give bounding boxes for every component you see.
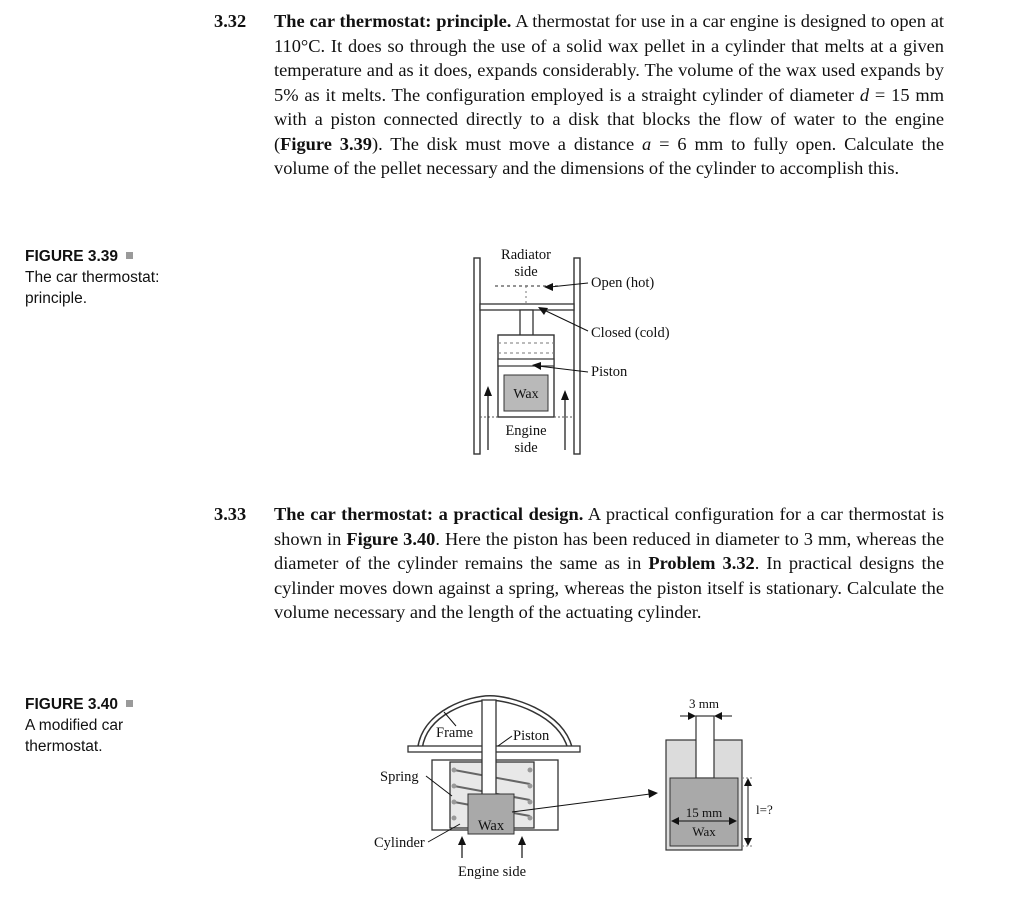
cylinder-label: Cylinder [374, 835, 425, 851]
arrowhead [518, 836, 526, 845]
problem-title: The car thermostat: principle. [274, 11, 512, 31]
problem-text-part: A practical configuration for a car thermostat is shown in [274, 504, 945, 549]
open-hot-label: Open (hot) [591, 275, 655, 291]
wax-label: Wax [513, 387, 539, 402]
bullet-square [126, 700, 133, 707]
figure-3-40-diagram [370, 690, 790, 890]
dim-3mm-label: 3 mm [689, 696, 719, 711]
coil-end [528, 800, 533, 805]
coil-end [452, 816, 457, 821]
figure-3-40-caption [25, 694, 185, 757]
problem-3-32 [214, 9, 944, 181]
piston-label: Piston [513, 728, 550, 744]
engine-side-label: side [514, 440, 538, 456]
leader-open [550, 283, 588, 287]
l-unknown-label: l=? [756, 802, 773, 817]
problem-text [274, 9, 944, 181]
arrowhead [561, 390, 569, 400]
problem-text-part: ). The disk must move a distance [371, 133, 643, 154]
bullet-square [126, 252, 133, 259]
leader-closed [544, 310, 588, 331]
problem-text [274, 502, 944, 625]
problem-number: 3.33 [214, 504, 247, 524]
arrowhead [714, 712, 722, 720]
problem-text-part: = 6 mm to fully open. Calculate the volume of the pellet necessary and the dimensions of the cylinder to accomplish this. [274, 133, 944, 178]
problem-number: 3.32 [214, 11, 247, 31]
coil-end [528, 784, 533, 789]
problem-text-part: A thermostat for use in a car engine is designed to open at 110°C. It does so through the use of a solid wax pellet in a cylinder that melts at a given temperature and as it does, expands considerably. The volume of the wax used expands by 5% as it melts. The configuration employed is a straight cylinder of diameter [274, 11, 944, 105]
spring-label: Spring [380, 769, 419, 785]
left-wall [474, 258, 480, 454]
figure-reference: Figure 3.39 [280, 133, 372, 154]
problem-3-33 [214, 502, 944, 625]
piston-label: Piston [591, 364, 628, 380]
figure-number: FIGURE 3.40 [25, 696, 119, 713]
variable-d: d [859, 84, 870, 105]
figure-reference: Figure 3.40 [346, 528, 436, 549]
coil-end [452, 800, 457, 805]
arrowhead [484, 386, 492, 396]
detail-piston [696, 716, 714, 778]
arrowhead [744, 778, 752, 786]
figure-caption-text: A modified car thermostat. [25, 717, 124, 755]
problem-text-part: . Here the piston has been reduced in diameter to 3 mm, whereas the diameter of the cylinder remains the same as in [274, 528, 944, 573]
coil-end [528, 816, 533, 821]
arrowhead [688, 712, 696, 720]
dim-15mm-label: 15 mm [685, 805, 723, 820]
problem-text-part: = 15 mm with a piston connected directly to a disk that blocks the flow of water to the engine ( [274, 84, 944, 154]
piston-head [498, 359, 554, 366]
closed-cold-label: Closed (cold) [591, 325, 670, 341]
radiator-label: Radiator [501, 247, 551, 263]
problem-text-part: . In practical designs the cylinder moves down against a spring, whereas the piston itself is stationary. Calculate the volume necessary and the length of the actuating cylinder. [274, 553, 944, 622]
arrowhead [458, 836, 466, 845]
problem-reference: Problem 3.32 [648, 553, 755, 573]
figure-3-39-diagram [440, 240, 710, 465]
frame-label: Frame [436, 725, 474, 741]
arrowhead [744, 838, 752, 846]
radiator-side-label: side [514, 264, 538, 280]
problem-title: The car thermostat: a practical design. [274, 504, 584, 524]
figure-number: FIGURE 3.39 [25, 248, 119, 265]
closed-disk [480, 304, 574, 310]
coil-end [452, 784, 457, 789]
arrowhead [544, 283, 553, 291]
leader-frame [444, 712, 456, 726]
wax-label: Wax [477, 818, 505, 834]
arrowhead [648, 789, 658, 798]
right-wall [574, 258, 580, 454]
figure-caption-text: The car thermostat: principle. [25, 269, 160, 307]
detail-wax-label: Wax [692, 824, 716, 839]
engine-label: Engine [505, 423, 547, 439]
figure-3-39-caption [25, 246, 200, 309]
engine-side-label: Engine side [457, 864, 527, 880]
coil-end [452, 768, 457, 773]
leader-piston [498, 736, 512, 746]
variable-a: a [642, 133, 652, 154]
piston [482, 700, 496, 798]
coil-end [528, 768, 533, 773]
